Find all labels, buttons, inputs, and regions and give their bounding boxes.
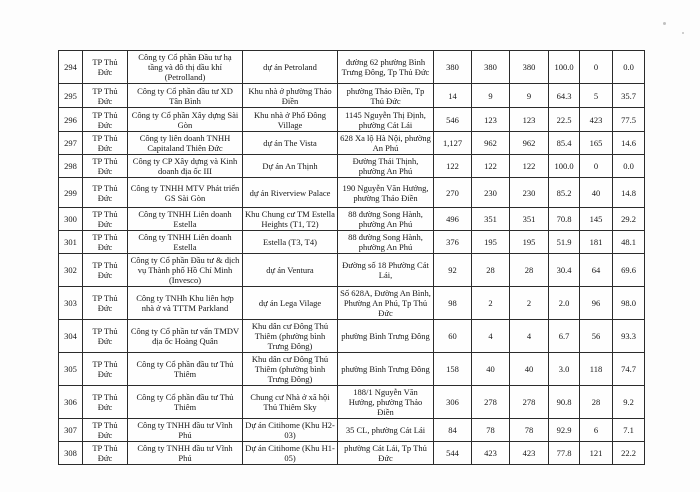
cell-no: 305 xyxy=(59,353,83,386)
cell-project: dự án Lega Vilage xyxy=(243,287,338,320)
cell-city: TP Thủ Đức xyxy=(83,442,128,465)
cell-value-4: 85.4 xyxy=(549,132,580,155)
cell-value-5: 28 xyxy=(580,386,613,419)
cell-value-6: 29.2 xyxy=(613,208,645,231)
cell-value-6: 48.1 xyxy=(613,231,645,254)
cell-value-1: 1,127 xyxy=(434,132,472,155)
cell-value-4: 2.0 xyxy=(549,287,580,320)
table-row xyxy=(59,155,645,178)
cell-company: Công ty Cổ phần tư vấn TMDV địa ốc Hoàng Quân xyxy=(128,320,243,353)
table-row xyxy=(59,386,645,419)
cell-project: Khu Chung cư TM Estella Heights (T1, T2) xyxy=(243,208,338,231)
table-row xyxy=(59,231,645,254)
cell-city: TP Thủ Đức xyxy=(83,386,128,419)
table-body xyxy=(59,51,645,465)
cell-value-2: 40 xyxy=(472,353,510,386)
cell-city: TP Thủ Đức xyxy=(83,353,128,386)
cell-value-2: 195 xyxy=(472,231,510,254)
cell-address: phường Bình Trưng Đông xyxy=(338,353,434,386)
cell-value-4: 64.3 xyxy=(549,84,580,108)
cell-company: Công ty TNHH đầu tư Vĩnh Phú xyxy=(128,442,243,465)
table-row xyxy=(59,419,645,442)
cell-value-6: 74.7 xyxy=(613,353,645,386)
cell-value-2: 423 xyxy=(472,442,510,465)
cell-address: 1145 Nguyễn Thị Định, phường Cát Lái xyxy=(338,108,434,132)
cell-value-3: 195 xyxy=(510,231,549,254)
cell-value-5: 423 xyxy=(580,108,613,132)
cell-value-6: 69.6 xyxy=(613,254,645,287)
scan-speck xyxy=(663,22,666,25)
housing-projects-table xyxy=(58,50,645,465)
cell-value-4: 92.9 xyxy=(549,419,580,442)
table-row xyxy=(59,132,645,155)
cell-city: TP Thủ Đức xyxy=(83,419,128,442)
cell-value-1: 92 xyxy=(434,254,472,287)
cell-address: 628 Xa lộ Hà Nội, phường An Phú xyxy=(338,132,434,155)
cell-value-2: 2 xyxy=(472,287,510,320)
cell-no: 294 xyxy=(59,51,83,84)
cell-value-5: 5 xyxy=(580,84,613,108)
cell-city: TP Thủ Đức xyxy=(83,51,128,84)
cell-value-4: 51.9 xyxy=(549,231,580,254)
cell-company: Công ty TNHH MTV Phát triển GS Sài Gòn xyxy=(128,178,243,208)
cell-value-1: 158 xyxy=(434,353,472,386)
table-row xyxy=(59,320,645,353)
cell-no: 298 xyxy=(59,155,83,178)
table-row xyxy=(59,353,645,386)
cell-project: dự án Ventura xyxy=(243,254,338,287)
cell-no: 300 xyxy=(59,208,83,231)
cell-project: Dự án Citihome (Khu H1-05) xyxy=(243,442,338,465)
cell-company: Công ty TNHH Liên doanh Estella xyxy=(128,231,243,254)
cell-city: TP Thủ Đức xyxy=(83,320,128,353)
cell-no: 308 xyxy=(59,442,83,465)
cell-company: Công ty TNHH đầu tư Vĩnh Phú xyxy=(128,419,243,442)
cell-value-1: 98 xyxy=(434,287,472,320)
cell-value-4: 85.2 xyxy=(549,178,580,208)
cell-value-4: 77.8 xyxy=(549,442,580,465)
cell-project: dự án Riverview Palace xyxy=(243,178,338,208)
cell-value-4: 90.8 xyxy=(549,386,580,419)
cell-value-3: 380 xyxy=(510,51,549,84)
cell-value-3: 9 xyxy=(510,84,549,108)
table-row xyxy=(59,51,645,84)
cell-address: Đường Thái Thịnh, phường An Phú xyxy=(338,155,434,178)
cell-value-3: 28 xyxy=(510,254,549,287)
cell-value-1: 496 xyxy=(434,208,472,231)
cell-value-1: 546 xyxy=(434,108,472,132)
cell-value-4: 3.0 xyxy=(549,353,580,386)
cell-address: Đường số 18 Phường Cát Lái, xyxy=(338,254,434,287)
cell-value-2: 230 xyxy=(472,178,510,208)
cell-value-5: 40 xyxy=(580,178,613,208)
cell-city: TP Thủ Đức xyxy=(83,155,128,178)
cell-value-5: 145 xyxy=(580,208,613,231)
cell-value-1: 270 xyxy=(434,178,472,208)
cell-city: TP Thủ Đức xyxy=(83,254,128,287)
cell-value-4: 22.5 xyxy=(549,108,580,132)
cell-project: Dự án An Thịnh xyxy=(243,155,338,178)
cell-value-1: 84 xyxy=(434,419,472,442)
cell-value-2: 78 xyxy=(472,419,510,442)
cell-no: 301 xyxy=(59,231,83,254)
cell-value-2: 122 xyxy=(472,155,510,178)
cell-address: 88 đường Song Hành, phường An Phú xyxy=(338,231,434,254)
cell-value-3: 351 xyxy=(510,208,549,231)
cell-project: Khu nhà ở Phố Đông Village xyxy=(243,108,338,132)
table-row xyxy=(59,442,645,465)
table-row xyxy=(59,254,645,287)
cell-company: Công ty Cổ phần Đầu tư & dịch vụ Thành phố Hồ Chí Minh (Invesco) xyxy=(128,254,243,287)
cell-value-5: 118 xyxy=(580,353,613,386)
cell-value-6: 7.1 xyxy=(613,419,645,442)
cell-value-5: 6 xyxy=(580,419,613,442)
cell-value-1: 380 xyxy=(434,51,472,84)
cell-company: Công ty Cổ phần đầu tư XD Tân Bình xyxy=(128,84,243,108)
cell-project: Dự án Citihome (Khu H2-03) xyxy=(243,419,338,442)
cell-no: 302 xyxy=(59,254,83,287)
table-row xyxy=(59,84,645,108)
cell-value-4: 100.0 xyxy=(549,51,580,84)
cell-company: Công ty Cổ phần Đầu tư hạ tầng và đô thị dầu khí (Petrolland) xyxy=(128,51,243,84)
cell-no: 297 xyxy=(59,132,83,155)
cell-address: 188/1 Nguyễn Văn Hưởng, phường Thảo Điền xyxy=(338,386,434,419)
cell-city: TP Thủ Đức xyxy=(83,208,128,231)
cell-value-5: 96 xyxy=(580,287,613,320)
table-row xyxy=(59,208,645,231)
cell-value-4: 30.4 xyxy=(549,254,580,287)
cell-no: 307 xyxy=(59,419,83,442)
cell-value-6: 0.0 xyxy=(613,51,645,84)
cell-no: 303 xyxy=(59,287,83,320)
cell-value-2: 4 xyxy=(472,320,510,353)
cell-city: TP Thủ Đức xyxy=(83,178,128,208)
cell-value-3: 962 xyxy=(510,132,549,155)
cell-project: Chung cư Nhà ở xã hội Thủ Thiêm Sky xyxy=(243,386,338,419)
cell-address: 88 đường Song Hành, phường An Phú xyxy=(338,208,434,231)
cell-value-6: 98.0 xyxy=(613,287,645,320)
cell-no: 299 xyxy=(59,178,83,208)
cell-value-4: 70.8 xyxy=(549,208,580,231)
cell-value-3: 278 xyxy=(510,386,549,419)
cell-value-6: 35.7 xyxy=(613,84,645,108)
cell-company: Công ty Cổ phần đầu tư Thủ Thiêm xyxy=(128,386,243,419)
cell-project: Estella (T3, T4) xyxy=(243,231,338,254)
cell-project: Khu dân cư Đông Thủ Thiêm (phường bình Trưng Đông) xyxy=(243,353,338,386)
cell-value-2: 9 xyxy=(472,84,510,108)
scan-speck xyxy=(682,32,684,34)
cell-value-4: 100.0 xyxy=(549,155,580,178)
cell-value-5: 165 xyxy=(580,132,613,155)
cell-value-3: 40 xyxy=(510,353,549,386)
cell-project: Khu dân cư Đông Thủ Thiêm (phường bình Trưng Đông) xyxy=(243,320,338,353)
cell-company: Công ty Cổ phần đầu tư Thủ Thiêm xyxy=(128,353,243,386)
cell-no: 295 xyxy=(59,84,83,108)
cell-value-2: 380 xyxy=(472,51,510,84)
cell-no: 304 xyxy=(59,320,83,353)
cell-project: Khu nhà ở phường Thảo Điền xyxy=(243,84,338,108)
cell-value-2: 351 xyxy=(472,208,510,231)
cell-city: TP Thủ Đức xyxy=(83,287,128,320)
cell-value-6: 14.8 xyxy=(613,178,645,208)
cell-value-3: 423 xyxy=(510,442,549,465)
cell-value-5: 56 xyxy=(580,320,613,353)
cell-value-1: 376 xyxy=(434,231,472,254)
cell-value-3: 2 xyxy=(510,287,549,320)
cell-value-1: 14 xyxy=(434,84,472,108)
cell-no: 296 xyxy=(59,108,83,132)
cell-value-2: 28 xyxy=(472,254,510,287)
cell-value-3: 78 xyxy=(510,419,549,442)
cell-value-3: 122 xyxy=(510,155,549,178)
cell-city: TP Thủ Đức xyxy=(83,108,128,132)
cell-value-6: 77.5 xyxy=(613,108,645,132)
cell-address: phường Bình Trưng Đông xyxy=(338,320,434,353)
table-row xyxy=(59,108,645,132)
cell-value-3: 123 xyxy=(510,108,549,132)
cell-value-2: 962 xyxy=(472,132,510,155)
cell-company: Công ty liên doanh TNHH Capitaland Thiên Đức xyxy=(128,132,243,155)
cell-value-6: 14.6 xyxy=(613,132,645,155)
cell-value-1: 544 xyxy=(434,442,472,465)
cell-value-6: 22.2 xyxy=(613,442,645,465)
cell-project: dự án Petroland xyxy=(243,51,338,84)
cell-value-3: 4 xyxy=(510,320,549,353)
table-row xyxy=(59,287,645,320)
cell-address: phường Thảo Điền, Tp Thủ Đức xyxy=(338,84,434,108)
cell-value-1: 306 xyxy=(434,386,472,419)
cell-address: 190 Nguyễn Văn Hưởng, phường Thảo Điền xyxy=(338,178,434,208)
cell-value-2: 123 xyxy=(472,108,510,132)
cell-address: 35 CL, phường Cát Lái xyxy=(338,419,434,442)
cell-value-5: 181 xyxy=(580,231,613,254)
cell-company: Công ty CP Xây dựng và Kinh doanh địa ốc III xyxy=(128,155,243,178)
cell-value-2: 278 xyxy=(472,386,510,419)
cell-no: 306 xyxy=(59,386,83,419)
cell-city: TP Thủ Đức xyxy=(83,84,128,108)
cell-company: Công ty TNHh Khu liên hợp nhà ở và TTTM Parkland xyxy=(128,287,243,320)
cell-address: phường Cát Lái, Tp Thủ Đức xyxy=(338,442,434,465)
cell-value-1: 60 xyxy=(434,320,472,353)
cell-company: Công ty Cổ phần Xây dựng Sài Gòn xyxy=(128,108,243,132)
cell-city: TP Thủ Đức xyxy=(83,132,128,155)
table-row xyxy=(59,178,645,208)
cell-city: TP Thủ Đức xyxy=(83,231,128,254)
cell-value-4: 6.7 xyxy=(549,320,580,353)
cell-address: đường 62 phường Bình Trưng Đông, Tp Thủ Đức xyxy=(338,51,434,84)
cell-value-6: 93.3 xyxy=(613,320,645,353)
cell-value-3: 230 xyxy=(510,178,549,208)
cell-value-5: 64 xyxy=(580,254,613,287)
cell-value-1: 122 xyxy=(434,155,472,178)
cell-project: dự án The Vista xyxy=(243,132,338,155)
cell-value-6: 0.0 xyxy=(613,155,645,178)
cell-value-5: 0 xyxy=(580,155,613,178)
cell-company: Công ty TNHH Liên doanh Estella xyxy=(128,208,243,231)
cell-value-6: 9.2 xyxy=(613,386,645,419)
cell-address: Số 628A, Đường An Bình, Phường An Phú, Tp Thủ Đức xyxy=(338,287,434,320)
cell-value-5: 121 xyxy=(580,442,613,465)
cell-value-5: 0 xyxy=(580,51,613,84)
